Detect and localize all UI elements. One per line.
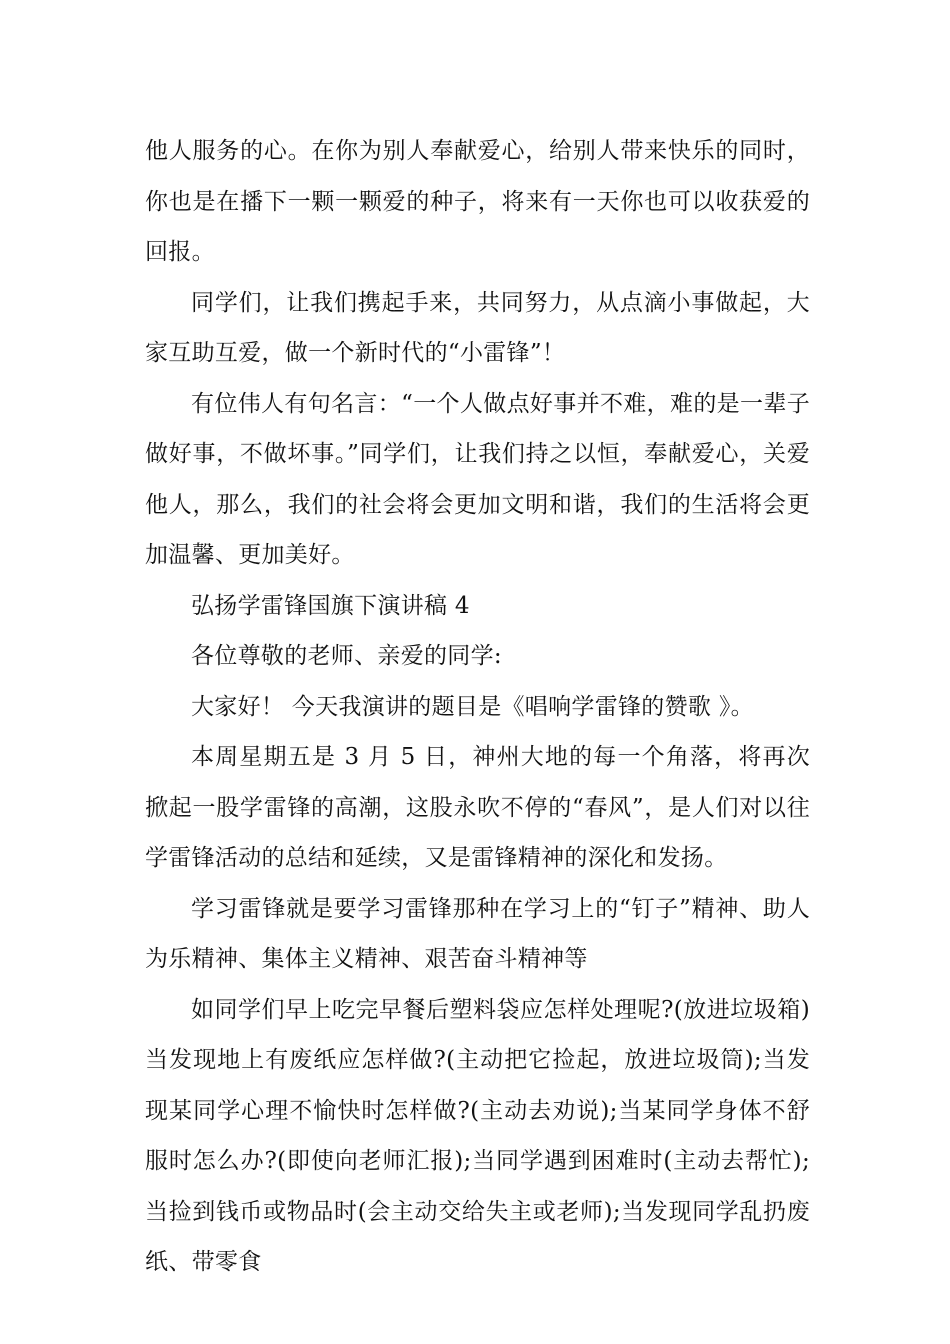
paragraph-3: 有位伟人有句名言：“一个人做点好事并不难，难的是一辈子做好事，不做坏事。”同学们，让我们持之以恒，奉献爱心，关爱他人，那么，我们的社会将会更加文明和谐，我们的生活将会更加温馨、更加美好。: [145, 390, 810, 568]
paragraph-8: 学习雷锋就是要学习雷锋那种在学习上的“钉子”精神、助人为乐精神、集体主义精神、艰苦奋斗精神等: [145, 895, 810, 972]
paragraph-2: 同学们，让我们携起手来，共同努力，从点滴小事做起，大家互助互爱，做一个新时代的“小雷锋”！: [145, 289, 810, 366]
greeting-line: 大家好！ 今天我演讲的题目是《唱响学雷锋的赞歌 》。: [191, 693, 754, 720]
paragraph-7: 本周星期五是 3 月 5 日，神州大地的每一个角落，将再次掀起一股学雷锋的高潮，这股永吹不停的“春风”，是人们对以往学雷锋活动的总结和延续，又是雷锋精神的深化和发扬。: [145, 744, 810, 871]
salutation: 各位尊敬的老师、亲爱的同学:: [191, 643, 502, 669]
document-page: [145, 126, 810, 1288]
paragraph-9: 如同学们早上吃完早餐后塑料袋应怎样处理呢?(放进垃圾箱)当发现地上有废纸应怎样做?(主动把它捡起，放进垃圾筒);当发现某同学心理不愉快时怎样做?(主动去劝说);当某同学身体不舒服时怎么办?(即使向老师汇报);当同学遇到困难时(主动去帮忙);当捡到钱币或物品时(会主动交给失主或老师);当发现同学乱扔废纸、带零食: [145, 996, 810, 1275]
section-heading: 弘扬学雷锋国旗下演讲稿 4: [191, 592, 470, 619]
paragraph-1: 他人服务的心。在你为别人奉献爱心，给别人带来快乐的同时，你也是在播下一颗一颗爱的种子，将来有一天你也可以收获爱的回报。: [145, 138, 810, 265]
